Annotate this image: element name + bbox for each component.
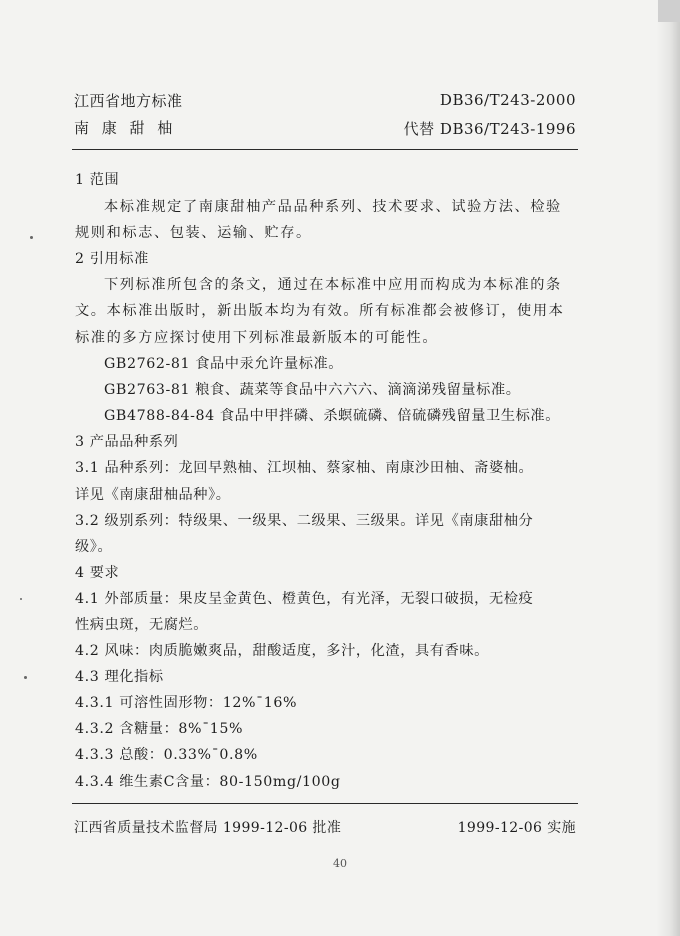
section-heading-requirements: 4 要求	[75, 565, 120, 581]
paragraph-line: 文。本标准出版时，新出版本均为有效。所有标准都会被修订，使用本	[75, 303, 565, 319]
scan-corner	[658, 0, 680, 22]
header-replaces: 代替 DB36/T243-1996	[403, 120, 576, 138]
section-heading-scope: 1 范围	[75, 172, 120, 188]
paragraph-line: 3.1 品种系列：龙回早熟柚、江坝柚、蔡家柚、南康沙田柚、斋婆柚。	[75, 460, 534, 476]
footer-approval: 江西省质量技术监督局 1999-12-06 批准	[74, 820, 342, 836]
paragraph-line: 4.1 外部质量：果皮呈金黄色、橙黄色，有光泽，无裂口破损，无检疫	[75, 591, 534, 607]
footer-rule	[72, 803, 578, 804]
paragraph-line: 详见《南康甜柚品种》。	[75, 487, 231, 503]
index-item: 4.3.2 含糖量：8%¯15%	[75, 721, 244, 737]
scan-speck	[24, 676, 27, 679]
header-title: 南 康 甜 柚	[74, 119, 177, 137]
scan-speck	[30, 236, 33, 239]
index-item: 4.3.4 维生素C含量：80-150mg/100g	[75, 774, 341, 790]
paragraph-line: 下列标准所包含的条文，通过在本标准中应用而构成为本标准的条	[104, 277, 562, 293]
section-heading-references: 2 引用标准	[75, 251, 149, 267]
paragraph-line: 本标准规定了南康甜柚产品品种系列、技术要求、试验方法、检验	[104, 199, 562, 215]
header-issuer: 江西省地方标准	[74, 92, 183, 110]
index-item: 4.3.3 总酸：0.33%¯0.8%	[75, 747, 258, 763]
paragraph-line: 性病虫斑，无腐烂。	[75, 617, 209, 633]
paragraph-line: 规则和标志、包装、运输、贮存。	[75, 225, 312, 241]
paragraph-line: 3.2 级别系列：特级果、一级果、二级果、三级果。详见《南康甜柚分	[75, 513, 534, 529]
page-number: 40	[333, 857, 347, 870]
header-rule	[72, 149, 578, 150]
index-item: 4.3.1 可溶性固形物：12%¯16%	[75, 695, 298, 711]
paragraph-line: 级》。	[75, 539, 113, 555]
paragraph-line: 4.2 风味：肉质脆嫩爽品，甜酸适度，多汁，化渣，具有香味。	[75, 643, 489, 659]
subsection-heading: 4.3 理化指标	[75, 669, 164, 685]
reference-item: GB2762-81 食品中汞允许量标准。	[104, 356, 344, 372]
section-heading-varieties: 3 产品品种系列	[75, 434, 179, 450]
header-standard-number: DB36/T243-2000	[439, 91, 576, 109]
reference-item: GB2763-81 粮食、蔬菜等食品中六六六、滴滴涕残留量标准。	[104, 382, 521, 398]
reference-item: GB4788-84-84 食品中甲拌磷、杀螟硫磷、倍硫磷残留量卫生标准。	[104, 408, 560, 424]
paragraph-line: 标准的多方应探讨使用下列标准最新版本的可能性。	[75, 330, 439, 346]
footer-implementation: 1999-12-06 实施	[457, 820, 576, 836]
scan-edge-shadow	[656, 0, 680, 936]
scan-speck	[20, 598, 22, 600]
